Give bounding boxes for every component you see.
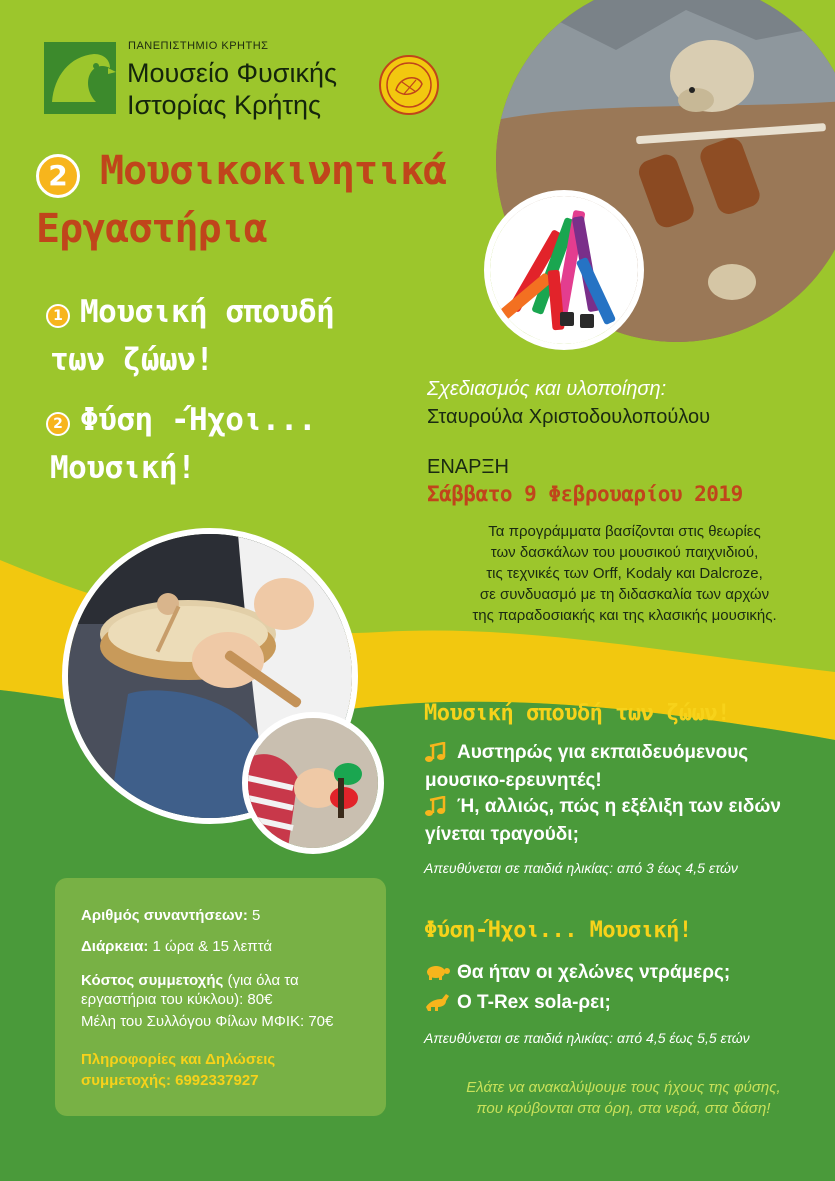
museum-logo-icon [44,42,116,114]
section2-bullet2: Ο T-Rex sola-ρει; [457,992,611,1013]
meetings-line [81,906,260,925]
meetings-value: 5 [247,907,261,924]
boomwhackers-photo [484,190,644,350]
start-date: Σάββατο 9 Φεβρουαρίου 2019 [427,482,743,506]
section2-title: Φύση-Ήχοι... Μουσική! [424,918,692,943]
contact-line1: Πληροφορίες και Δηλώσεις [81,1051,276,1068]
closing-line: που κρύβονται στα όρη, στα νερά, στα δάση! [476,1100,771,1117]
cost-label: Κόστος συμμετοχής [81,972,224,989]
boomwhackers-image [490,196,638,344]
closing-line: Ελάτε να ανακαλύψουμε τους ήχους της φύσης, [466,1079,781,1096]
cost-line1 [81,971,299,990]
workshop-2-badge: 2 [46,412,70,436]
meetings-label: Αριθμός συναντήσεων: [81,907,248,924]
music-note-icon [424,796,448,818]
duration-value: 1 ώρα & 15 λεπτά [148,938,273,955]
contact-phone[interactable]: συμμετοχής: 6992337927 [81,1072,259,1089]
members-line: Μέλη του Συλλόγου Φίλων ΜΦΙΚ: 70€ [81,1013,334,1030]
section2-bullet1: Θα ήταν οι χελώνες ντράμερς; [457,962,731,983]
section1-bullet2-line2: γίνεται τραγούδι; [425,824,579,845]
title-number-badge: 2 [36,154,80,198]
section1-age: Απευθύνεται σε παιδιά ηλικίας: από 3 έως 4,5 ετών [424,860,738,876]
design-credit-label: Σχεδιασμός και υλοποίηση: [427,378,667,400]
description-line: σε συνδυασμό με τη διδασκαλία των αρχών [479,586,770,603]
section1-bullet1-line2: μουσικο-ερευνητές! [425,770,602,791]
description-line: Τα προγράμματα βασίζονται στις θεωρίες [488,523,761,540]
program-description [427,521,822,626]
cost-line1-rest: (για όλα τα [223,972,299,989]
duration-label: Διάρκεια: [81,938,149,955]
section1-bullet2-line1: Ή, αλλιώς, πώς η εξέλιξη των ειδών [457,796,781,817]
maracas-photo-image [248,718,378,848]
description-line: της παραδοσιακής και της κλασικής μουσικής. [472,607,777,624]
title-line1: Μουσικοκινητικά [100,148,447,194]
museum-name-line1: Μουσείο Φυσικής [127,58,337,88]
workshop-1-line1: Μουσική σπουδή [80,294,335,330]
cost-line2: εργαστήρια του κύκλου): 80€ [81,991,273,1008]
music-note-icon [424,742,448,764]
museum-name-line2: Ιστορίας Κρήτης [127,90,322,120]
workshop-2-line2: Μουσική! [50,450,196,486]
university-seal-icon [378,54,440,116]
title-line2: Εργαστήρια [36,206,267,252]
start-label: ΕΝΑΡΞΗ [427,456,509,478]
maracas-photo [242,712,384,854]
workshop-2-line1: Φύση -Ήχοι... [80,402,317,438]
university-name: ΠΑΝΕΠΙΣΤΗΜΙΟ ΚΡΗΤΗΣ [128,40,269,52]
closing-message [426,1077,821,1119]
duration-line [81,937,272,956]
workshop-1-badge: 1 [46,304,70,328]
description-line: τις τεχνικές των Orff, Kodaly και Dalcroze, [486,565,763,582]
section1-title: Μουσική σπουδή των ζώων! [424,701,730,726]
dinosaur-icon [424,991,450,1011]
description-line: των δασκάλων του μουσικού παιχνιδιού, [490,544,759,561]
section1-bullet1-line1: Αυστηρώς για εκπαιδευόμενους [457,742,749,763]
turtle-icon [424,961,450,981]
info-box [55,878,386,1116]
workshop-1-line2: των ζώων! [50,342,214,378]
design-credit-name: Σταυρούλα Χριστοδουλοπούλου [427,406,711,428]
section2-age: Απευθύνεται σε παιδιά ηλικίας: από 4,5 έως 5,5 ετών [424,1030,750,1046]
